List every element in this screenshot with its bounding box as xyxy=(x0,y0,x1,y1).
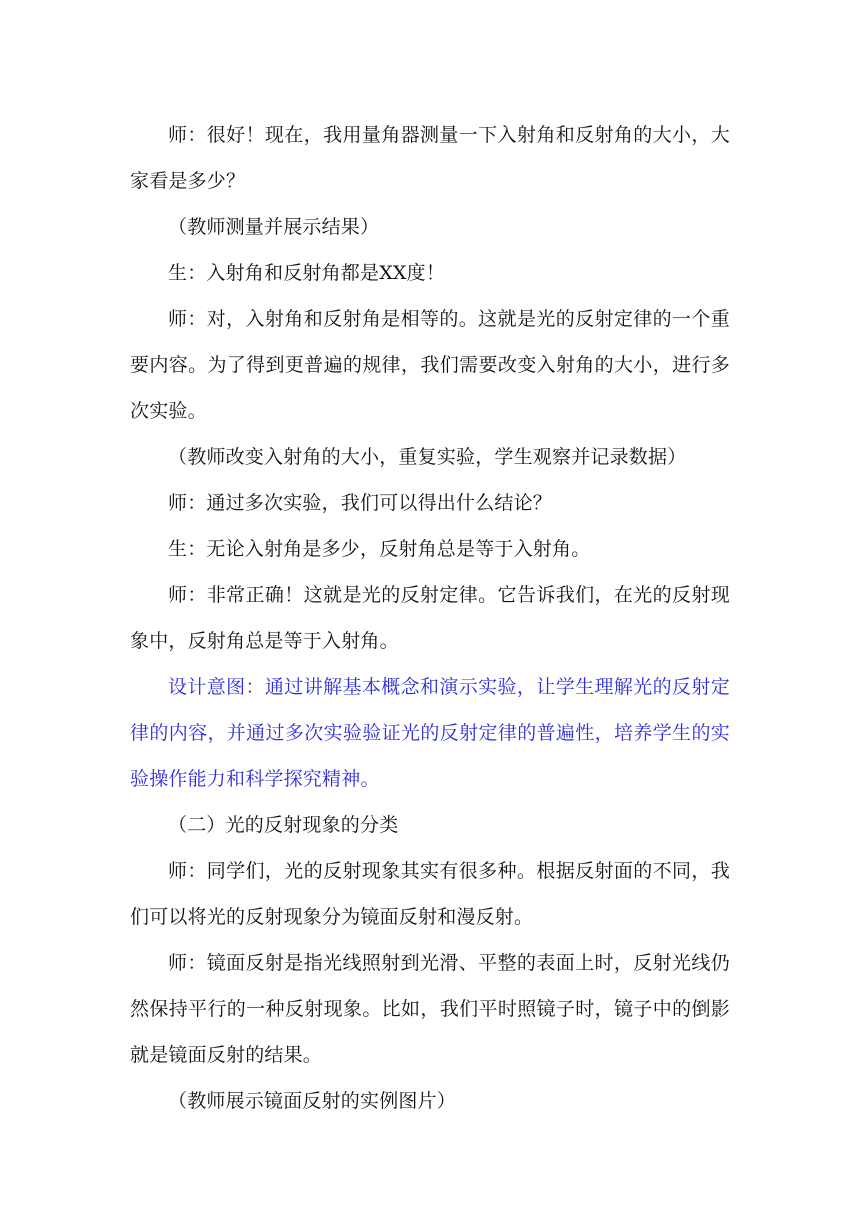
document-body xyxy=(130,112,730,1124)
dialogue-student-answer: 生：入射角和反射角都是XX度！ xyxy=(168,262,446,284)
dialogue-teacher-types: 师：同学们，光的反射现象其实有很多种。根据反射面的不同，我们可以将光的反射现象分为镜面反射和漫反射。 xyxy=(130,860,730,928)
stage-direction-measure: （教师测量并展示结果） xyxy=(168,216,380,238)
design-intent-note: 设计意图：通过讲解基本概念和演示实验，让学生理解光的反射定律的内容，并通过多次实验验证光的反射定律的普遍性，培养学生的实验操作能力和科学探究精神。 xyxy=(130,676,730,790)
dialogue-teacher-equal: 师：对，入射角和反射角是相等的。这就是光的反射定律的一个重要内容。为了得到更普遍的规律，我们需要改变入射角的大小，进行多次实验。 xyxy=(130,308,730,422)
dialogue-teacher-law: 师：非常正确！这就是光的反射定律。它告诉我们，在光的反射现象中，反射角总是等于入射角。 xyxy=(130,584,730,652)
stage-direction-images: （教师展示镜面反射的实例图片） xyxy=(168,1090,457,1112)
stage-direction-repeat: （教师改变入射角的大小，重复实验，学生观察并记录数据） xyxy=(168,446,687,468)
section-heading-classification: （二）光的反射现象的分类 xyxy=(168,814,399,836)
dialogue-teacher-specular: 师：镜面反射是指光线照射到光滑、平整的表面上时，反射光线仍然保持平行的一种反射现象。比如，我们平时照镜子时，镜子中的倒影就是镜面反射的结果。 xyxy=(130,952,730,1066)
dialogue-teacher-question: 师：通过多次实验，我们可以得出什么结论？ xyxy=(168,492,553,514)
dialogue-teacher-measure: 师：很好！现在，我用量角器测量一下入射角和反射角的大小，大家看是多少？ xyxy=(130,124,730,192)
dialogue-student-conclusion: 生：无论入射角是多少，反射角总是等于入射角。 xyxy=(168,538,591,560)
